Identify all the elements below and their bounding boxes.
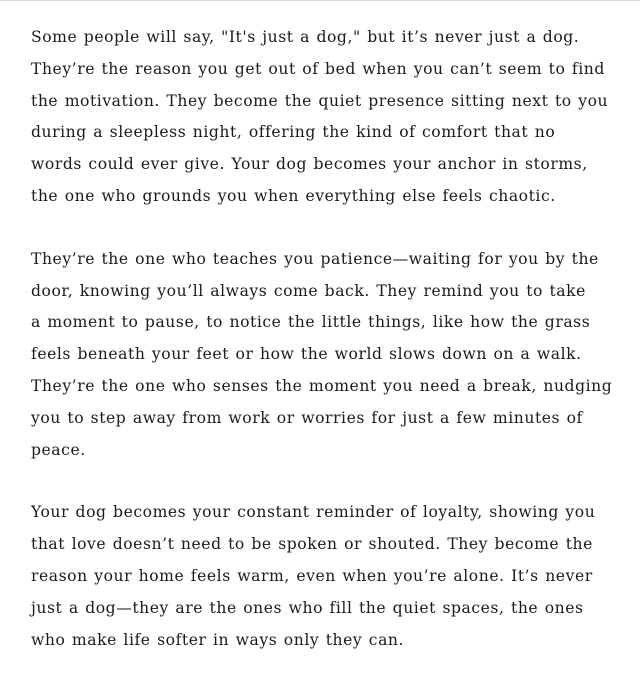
text-line: during a sleepless night, offering the kind of comfort that no <box>31 123 556 142</box>
article-body <box>31 22 617 656</box>
text-line: you to step away from work or worries for just a few minutes of <box>31 408 583 427</box>
text-line: who make life softer in ways only they can. <box>31 630 405 649</box>
text-line: Some people will say, "It's just a dog," but it’s never just a dog. <box>31 28 580 46</box>
text-line: Your dog becomes your constant reminder of loyalty, showing you <box>31 503 596 522</box>
top-divider <box>0 0 640 1</box>
paragraph-1 <box>31 22 617 213</box>
text-line: They’re the one who teaches you patience—waiting for you by the <box>31 249 599 268</box>
text-line: door, knowing you’ll always come back. They remind you to take <box>31 281 586 300</box>
text-line: peace. <box>31 440 86 459</box>
paragraph-2 <box>31 244 617 467</box>
text-line: They’re the reason you get out of bed when you can’t seem to find <box>31 59 605 78</box>
text-line: They’re the one who senses the moment you need a break, nudging <box>31 376 613 395</box>
paragraph-3 <box>31 497 617 656</box>
text-line: the motivation. They become the quiet presence sitting next to you <box>31 91 609 110</box>
text-line: the one who grounds you when everything else feels chaotic. <box>31 186 556 205</box>
text-line: words could ever give. Your dog becomes your anchor in storms, <box>31 155 588 174</box>
text-line: feels beneath your feet or how the world slows down on a walk. <box>31 345 582 364</box>
text-line: reason your home feels warm, even when you’re alone. It’s never <box>31 566 593 585</box>
text-line: that love doesn’t need to be spoken or shouted. They become the <box>31 535 593 554</box>
text-line: a moment to pause, to notice the little things, like how the grass <box>31 313 591 332</box>
text-line: just a dog—they are the ones who fill the quiet spaces, the ones <box>31 598 584 617</box>
